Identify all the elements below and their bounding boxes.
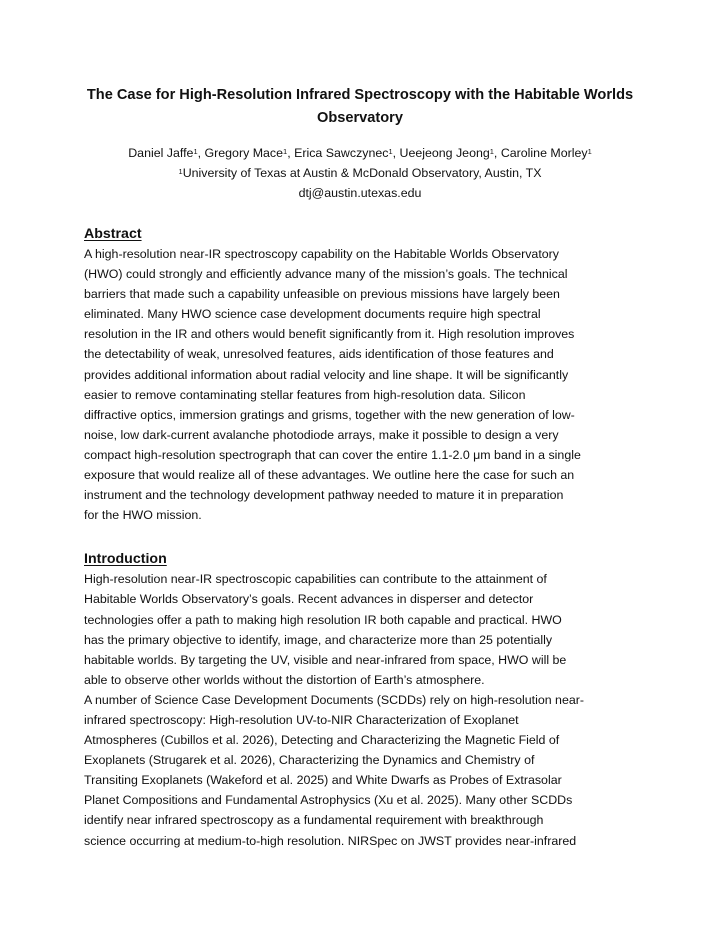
introduction-paragraph: High-resolution near-IR spectroscopic capabilities can contribute to the attainment of Habitable Worlds Observatory’s goals. Recent advances in disperser and detector technologies offer a path to making high resolution IR both capable and practical. HWO has the primary objective to identify, image, and characterize more than 25 potentially habitable worlds. By targeting the UV, visible and near-infrared from space, HWO will be able to observe other worlds without the distortion of Earth’s atmosphere. bbox=[84, 572, 567, 687]
author-block bbox=[84, 143, 636, 203]
paper-title: The Case for High-Resolution Infrared Spectroscopy with the Habitable Worlds Observatory bbox=[86, 87, 634, 126]
affiliation: $^1$University of Texas at Austin & McDonald Observatory, Austin, TX bbox=[178, 166, 542, 180]
author: Daniel Jaffe$^1$ bbox=[128, 146, 198, 160]
author: Gregory Mace$^1$ bbox=[204, 146, 288, 160]
author: Caroline Morley$^1$ bbox=[500, 146, 592, 160]
introduction-paragraph: A number of Science Case Development Documents (SCDDs) rely on high-resolution near- infrared spectroscopy: High-resolution UV-to-NIR Characterization of Exoplanet Atmospheres (Cubillos et al. 2026), Detecting and Characterizing the Magnetic Field of Exoplanets (Strugarek et al. 2026), Characterizing the Dynamics and Chemistry of Transiting Exoplanets (Wakeford et al. 2025) and White Dwarfs as Probes of Extrasolar Planet Compositions and Fundamental Astrophysics (Xu et al. 2025). Many other SCDDs identify near infrared spectroscopy as a fundamental requirement with breakthrough science occurring at medium-to-high resolution. NIRSpec on JWST provides near-infrared bbox=[84, 692, 584, 848]
author: Ueejeong Jeong$^1$ bbox=[399, 146, 494, 160]
abstract-heading: Abstract bbox=[84, 226, 142, 242]
author: Erica Sawczynec$^1$ bbox=[294, 146, 393, 160]
introduction-heading: Introduction bbox=[84, 551, 167, 568]
paper-page bbox=[84, 84, 636, 851]
author-list: Daniel Jaffe$^1$, Gregory Mace$^1$, Erica Sawczynec$^1$, Ueejeong Jeong$^1$, Caroline Morley$^1$ bbox=[128, 146, 592, 160]
abstract-text: A high-resolution near-IR spectroscopy capability on the Habitable Worlds Observatory (HWO) could strongly and efficiently advance many of the mission’s goals. The technical barriers that made such a capability unfeasible on previous missions have largely been eliminated. Many HWO science case development documents require high spectral resolution in the IR and others would benefit significantly from it. High resolution improves the detectability of weak, unresolved features, aids identification of those features and provides additional information about radial velocity and line shape. It will be significantly easier to remove contaminating stellar features from high-resolution data. Silicon diffractive optics, immersion gratings and grisms, together with the new generation of low- noise, low dark-current avalanche photodiode arrays, make it possible to design a very compact high-resolution spectrograph that can cover the entire 1.1-2.0 μm band in a single exposure that would realize all of these advantages. We outline here the case for such an instrument and the technology development pathway needed to mature it in preparation for the HWO mission. bbox=[84, 247, 581, 523]
author-email: dtj@austin.utexas.edu bbox=[298, 186, 422, 200]
